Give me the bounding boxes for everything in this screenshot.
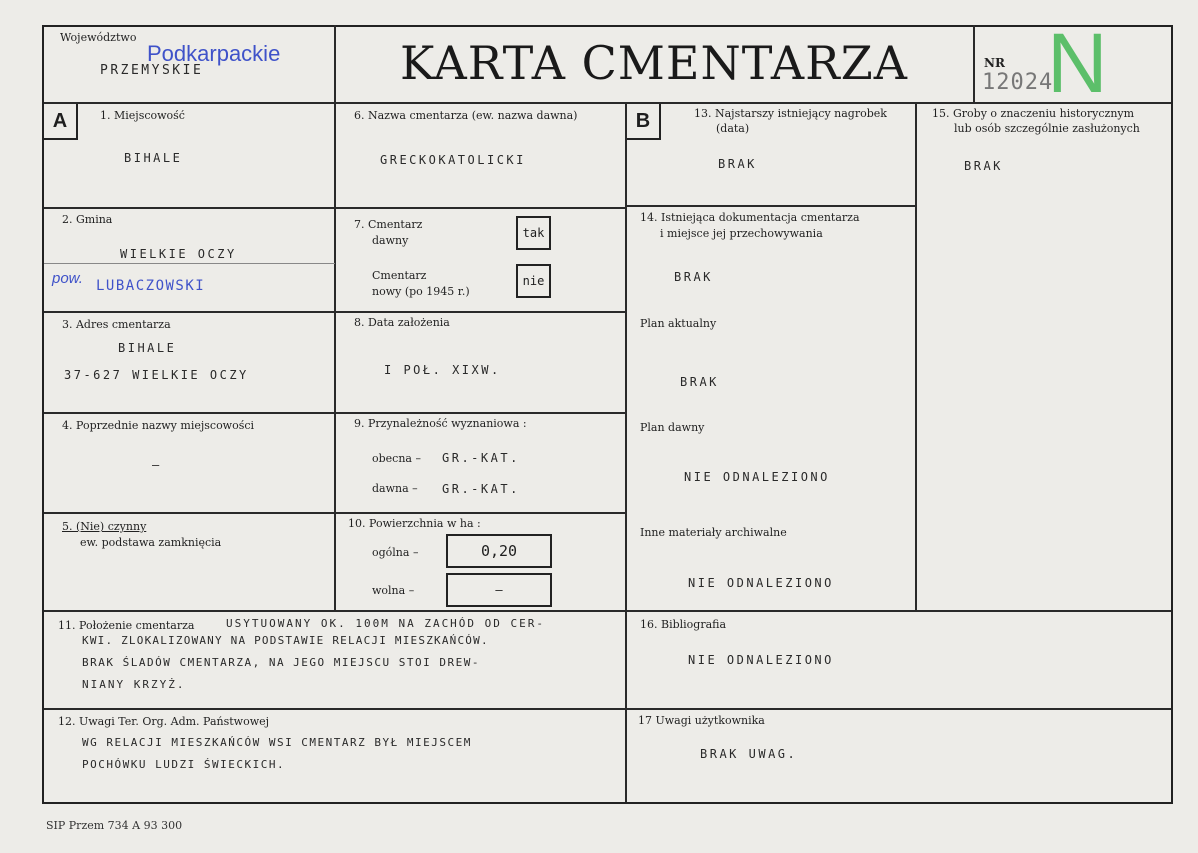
- field-10-label: 10. Powierzchnia w ha :: [348, 517, 481, 530]
- field-2-divider: [44, 263, 335, 264]
- field-12-label: 12. Uwagi Ter. Org. Adm. Państwowej: [58, 715, 270, 728]
- field-7-label-dawny-2: dawny: [372, 234, 409, 247]
- inne-materialy-label: Inne materiały archiwalne: [640, 526, 787, 539]
- field-7-dawny-box: [516, 216, 551, 250]
- field-14-label-1: 14. Istniejąca dokumentacja cmentarza: [640, 211, 860, 224]
- rule-lower: [44, 708, 1171, 710]
- wojewodztwo-stamp: Podkarpackie: [147, 41, 281, 66]
- field-9-dawna-label: dawna –: [372, 482, 418, 495]
- field-16-label: 16. Bibliografia: [640, 618, 727, 631]
- field-7-label-dawny-1: 7. Cmentarz: [354, 218, 423, 231]
- field-5-label-1: 5. (Nie) czynny: [62, 520, 147, 533]
- field-17-label: 17 Uwagi użytkownika: [638, 714, 765, 727]
- inne-materialy-value: NIE ODNALEZIONO: [688, 576, 834, 590]
- field-14-value: BRAK: [674, 270, 713, 284]
- field-9-obecna-label: obecna –: [372, 452, 421, 465]
- rule-a4: [44, 512, 335, 514]
- field-11-line4: NIANY KRZYŻ.: [82, 678, 186, 691]
- rule-b4: [335, 512, 626, 514]
- vrule-2: [625, 102, 627, 802]
- field-1-label: 1. Miejscowość: [100, 109, 185, 122]
- plan-aktualny-value: BRAK: [680, 375, 719, 389]
- rule-tick: [1110, 610, 1171, 612]
- field-10-ogolna-label: ogólna –: [372, 546, 419, 559]
- field-12-line1: WG RELACJI MIESZKAŃCÓW WSI CMENTARZ BYŁ MIEJSCEM: [82, 736, 472, 749]
- field-7-label-nowy-2: nowy (po 1945 r.): [372, 285, 470, 298]
- rule-a1: [44, 207, 335, 209]
- plan-aktualny-label: Plan aktualny: [640, 317, 717, 330]
- field-10-wolna-box: [446, 573, 552, 607]
- section-letter-a: A: [44, 104, 78, 140]
- field-7-dawny-value: tak: [522, 226, 545, 240]
- plan-dawny-value: NIE ODNALEZIONO: [684, 470, 830, 484]
- form-footer-code: SIP Przem 734 A 93 300: [46, 819, 183, 832]
- field-8-value: I POŁ. XIXW.: [384, 363, 501, 377]
- field-7-label-nowy-1: Cmentarz: [372, 269, 427, 282]
- field-2-label: 2. Gmina: [62, 213, 113, 226]
- rule-middle: [44, 610, 1171, 612]
- field-1-value: BIHALE: [124, 151, 183, 165]
- field-7-nowy-box: [516, 264, 551, 298]
- page-title: KARTA CMENTARZA: [400, 36, 908, 90]
- wojewodztwo-handwritten: PRZEMYSKIE: [100, 63, 204, 78]
- field-6-label: 6. Nazwa cmentarza (ew. nazwa dawna): [354, 109, 578, 122]
- field-16-value: NIE ODNALEZIONO: [688, 653, 834, 667]
- field-5-label-2: ew. podstawa zamknięcia: [80, 536, 222, 549]
- field-10-ogolna-value: 0,20: [480, 542, 518, 560]
- nr-value: 12024: [982, 70, 1054, 95]
- rule-c1: [626, 205, 916, 207]
- field-7-nowy-value: nie: [522, 274, 545, 288]
- rule-b3: [335, 412, 626, 414]
- field-15-label-1: 15. Groby o znaczeniu historycznym: [932, 107, 1135, 120]
- wojewodztwo-label: Województwo: [60, 31, 137, 44]
- rule-a3: [44, 412, 335, 414]
- field-2-value: WIELKIE OCZY: [120, 247, 237, 261]
- field-15-label-2: lub osób szczególnie zasłużonych: [954, 122, 1140, 135]
- field-17-value: BRAK UWAG.: [700, 747, 798, 761]
- nr-label: NR: [984, 56, 1005, 70]
- field-9-label: 9. Przynależność wyznaniowa :: [354, 417, 527, 430]
- field-11-line2: KWI. ZLOKALIZOWANY NA PODSTAWIE RELACJI MIESZKAŃCÓW.: [82, 634, 489, 647]
- field-11-label: 11. Położenie cmentarza: [58, 619, 195, 632]
- field-9-dawna-value: GR.-KAT.: [442, 482, 520, 496]
- vrule-3: [915, 102, 917, 612]
- field-4-value: —: [152, 458, 162, 472]
- field-14-label-2: i miejsce jej przechowywania: [660, 227, 823, 240]
- field-13-value: BRAK: [718, 157, 757, 171]
- field-2-pow-value: LUBACZOWSKI: [96, 278, 206, 294]
- field-12-line2: POCHÓWKU LUDZI ŚWIECKICH.: [82, 758, 286, 771]
- field-3-label: 3. Adres cmentarza: [62, 318, 171, 331]
- cemetery-card: [42, 25, 1173, 804]
- section-letter-b: B: [627, 104, 661, 140]
- field-11-line3: BRAK ŚLADÓW CMENTARZA, NA JEGO MIEJSCU STOI DREW-: [82, 656, 481, 669]
- field-15-value: BRAK: [964, 159, 1003, 173]
- vrule-1: [334, 25, 336, 612]
- rule-b2: [335, 311, 626, 313]
- field-3-line1: BIHALE: [118, 341, 177, 355]
- plan-dawny-label: Plan dawny: [640, 421, 705, 434]
- rule-a2: [44, 311, 335, 313]
- field-13-label-1: 13. Najstarszy istniejący nagrobek: [694, 107, 887, 120]
- field-11-line1: USYTUOWANY OK. 100M NA ZACHÓD OD CER-: [226, 617, 546, 630]
- field-4-label: 4. Poprzednie nazwy miejscowości: [62, 419, 255, 432]
- rule-header: [44, 102, 1171, 104]
- field-10-wolna-label: wolna –: [372, 584, 415, 597]
- field-6-value: GRECKOKATOLICKI: [380, 153, 526, 167]
- field-10-wolna-value: –: [495, 583, 503, 597]
- field-13-label-2: (data): [716, 122, 750, 135]
- field-3-line2: 37-627 WIELKIE OCZY: [64, 368, 249, 382]
- field-8-label: 8. Data założenia: [354, 316, 450, 329]
- stamp-letter-n: N: [1047, 16, 1108, 110]
- field-10-ogolna-box: [446, 534, 552, 568]
- field-2-pow-prefix: pow.: [52, 270, 83, 287]
- field-9-obecna-value: GR.-KAT.: [442, 451, 520, 465]
- rule-b1: [335, 207, 626, 209]
